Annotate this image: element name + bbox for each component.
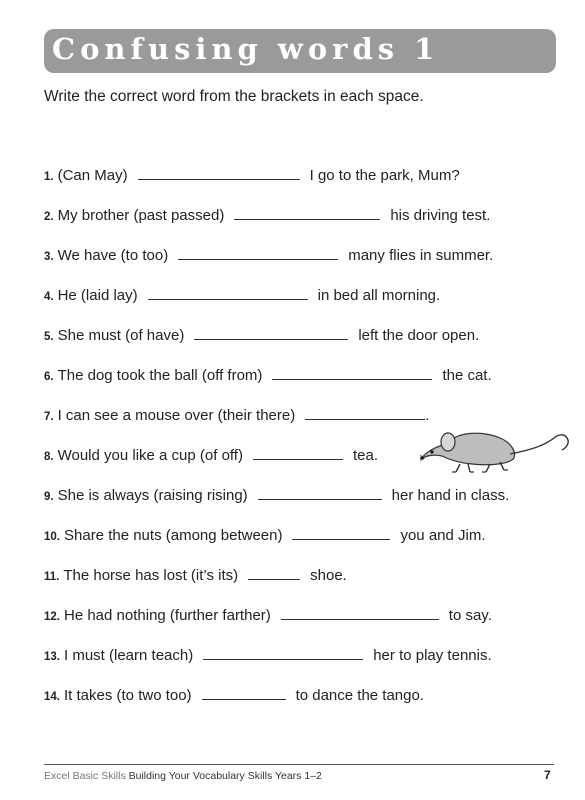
question-text: Share the nuts (among between)	[64, 527, 283, 544]
question-number: 3.	[44, 251, 54, 263]
footer-divider	[44, 764, 554, 765]
question-text-after: you and Jim.	[400, 527, 486, 544]
question-text: He (laid lay)	[57, 287, 138, 304]
question-text-after: her to play tennis.	[373, 647, 492, 664]
question-text-after: to dance the tango.	[295, 687, 424, 704]
answer-blank[interactable]	[305, 405, 425, 420]
question-number: 14.	[44, 691, 60, 703]
question-1	[44, 165, 460, 189]
question-number: 13.	[44, 651, 60, 663]
question-number: 9.	[44, 491, 54, 503]
question-number: 4.	[44, 291, 54, 303]
question-number: 11.	[44, 571, 60, 583]
question-8	[44, 445, 378, 469]
answer-blank[interactable]	[281, 605, 439, 620]
question-9	[44, 485, 509, 509]
question-number: 6.	[44, 371, 54, 383]
question-text: The horse has lost (it’s its)	[63, 567, 239, 584]
question-text: She must (of have)	[57, 327, 185, 344]
question-number: 2.	[44, 211, 54, 223]
question-14	[44, 685, 424, 709]
answer-blank[interactable]	[178, 245, 338, 260]
question-number: 7.	[44, 411, 54, 423]
question-text: It takes (to two too)	[64, 687, 192, 704]
question-text: He had nothing (further farther)	[64, 607, 271, 624]
question-10	[44, 525, 486, 549]
question-text-after: many flies in summer.	[348, 247, 494, 264]
question-5	[44, 325, 479, 349]
question-text-after: tea.	[352, 447, 379, 464]
question-text-after: the cat.	[442, 367, 492, 384]
question-6	[44, 365, 492, 389]
question-text: I must (learn teach)	[64, 647, 194, 664]
answer-blank[interactable]	[138, 165, 300, 180]
answer-blank[interactable]	[202, 685, 286, 700]
question-text-after: shoe.	[310, 567, 347, 584]
question-number: 5.	[44, 331, 54, 343]
answer-blank[interactable]	[248, 565, 300, 580]
answer-blank[interactable]	[253, 445, 343, 460]
question-text-after: I go to the park, Mum?	[309, 167, 460, 184]
question-number: 1.	[44, 171, 54, 183]
question-3	[44, 245, 493, 269]
page-title: Confusing words 1	[52, 32, 440, 66]
question-7	[44, 405, 429, 429]
instruction: Write the correct word from the brackets in each space.	[44, 88, 424, 105]
question-text: My brother (past passed)	[57, 207, 225, 224]
answer-blank[interactable]	[258, 485, 382, 500]
question-text: I can see a mouse over (their there)	[57, 407, 296, 424]
footer-book-title: Building Your Vocabulary Skills Years 1–2	[128, 770, 322, 782]
question-13	[44, 645, 492, 669]
question-number: 12.	[44, 611, 60, 623]
page-number: 7	[544, 768, 551, 782]
question-text-after: her hand in class.	[391, 487, 510, 504]
question-text: She is always (raising rising)	[57, 487, 248, 504]
mouse-illustration	[420, 430, 570, 474]
question-number: 8.	[44, 451, 54, 463]
answer-blank[interactable]	[234, 205, 380, 220]
question-12	[44, 605, 492, 629]
answer-blank[interactable]	[272, 365, 432, 380]
question-4	[44, 285, 440, 309]
footer-credit	[44, 770, 322, 782]
question-text-after: in bed all morning.	[317, 287, 441, 304]
answer-blank[interactable]	[203, 645, 363, 660]
question-text-after: to say.	[448, 607, 492, 624]
question-text-after: .	[425, 407, 430, 424]
question-number: 10.	[44, 531, 60, 543]
question-11	[44, 565, 347, 589]
footer-series: Excel Basic Skills	[44, 770, 126, 782]
question-text: We have (to too)	[57, 247, 169, 264]
question-text-after: left the door open.	[358, 327, 480, 344]
question-2	[44, 205, 490, 229]
question-text-after: his driving test.	[390, 207, 491, 224]
question-text: The dog took the ball (off from)	[57, 367, 263, 384]
title-bar	[44, 29, 556, 73]
answer-blank[interactable]	[194, 325, 348, 340]
question-text: Would you like a cup (of off)	[57, 447, 243, 464]
question-text: (Can May)	[57, 167, 128, 184]
answer-blank[interactable]	[148, 285, 308, 300]
answer-blank[interactable]	[292, 525, 390, 540]
